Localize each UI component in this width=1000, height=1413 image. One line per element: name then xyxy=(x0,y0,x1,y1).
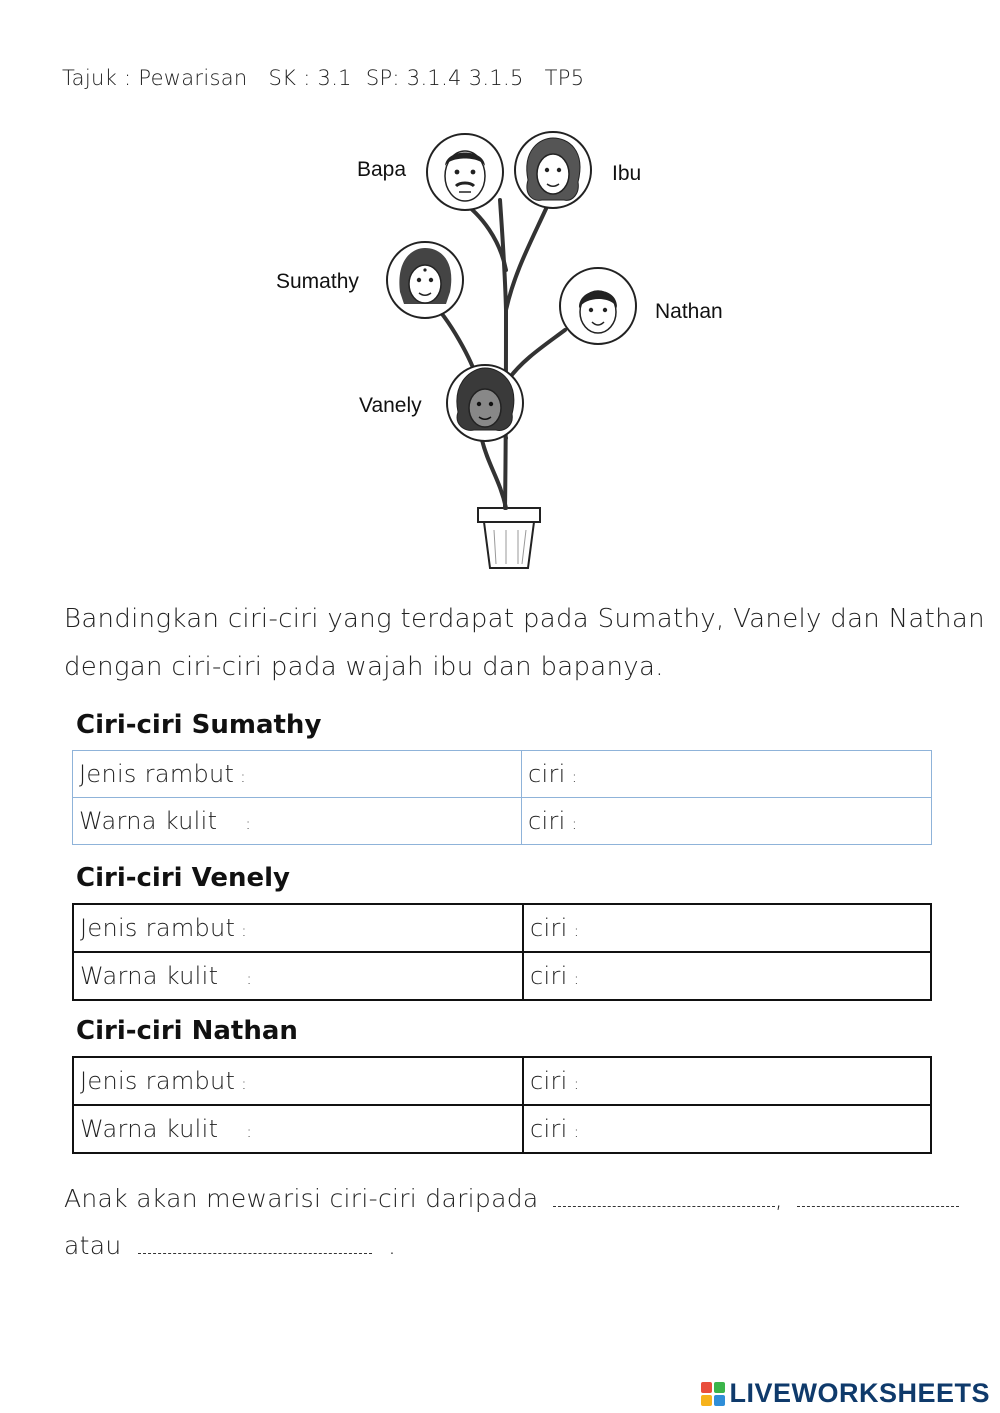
colon-label: : xyxy=(573,1122,580,1141)
colon-label: : xyxy=(246,969,253,988)
conclusion-comma: , xyxy=(774,1184,783,1213)
trait-answer-cell[interactable] xyxy=(523,1057,931,1105)
skin-color-cell[interactable] xyxy=(73,798,522,845)
traits-table-sumathy xyxy=(72,750,932,845)
colon-label: : xyxy=(240,767,246,786)
trait-label: ciri xyxy=(530,1115,568,1143)
trait-label: ciri xyxy=(530,962,568,990)
table-row xyxy=(73,751,932,798)
colon-label: : xyxy=(245,814,252,833)
flower-pot-icon xyxy=(478,508,540,568)
trait-label: ciri xyxy=(530,1067,568,1095)
answer-blank-3[interactable] xyxy=(138,1235,372,1254)
colon-label: : xyxy=(573,921,580,940)
skin-color-label: Warna kulit xyxy=(80,962,219,990)
ibu-label: Ibu xyxy=(612,162,642,185)
ibu-portrait xyxy=(515,132,591,208)
section-title-venely: Ciri-ciri Venely xyxy=(76,863,290,893)
header-sk: SK : 3.1 xyxy=(268,66,352,90)
table-row xyxy=(73,952,931,1000)
trait-answer-cell[interactable] xyxy=(523,904,931,952)
brand-name: LIVEWORKSHEETS xyxy=(729,1378,990,1408)
instruction-line-1: Bandingkan ciri-ciri yang terdapat pada Sumathy, Vanely dan Nathan xyxy=(64,604,985,634)
colon-label: : xyxy=(241,1074,247,1093)
sumathy-label: Sumathy xyxy=(276,270,359,293)
logo-tile-yellow xyxy=(701,1395,712,1406)
hair-type-label: Jenis rambut xyxy=(80,1067,236,1095)
logo-tile-red xyxy=(701,1382,712,1393)
nathan-portrait xyxy=(560,268,636,344)
nathan-label: Nathan xyxy=(655,300,723,323)
colon-label: : xyxy=(573,969,580,988)
worksheet-header xyxy=(62,66,598,90)
hair-type-cell[interactable] xyxy=(73,904,523,952)
hair-type-cell[interactable] xyxy=(73,751,522,798)
bapa-label: Bapa xyxy=(357,158,407,181)
logo-tile-blue xyxy=(714,1395,725,1406)
colon-label: : xyxy=(571,767,578,786)
answer-blank-1[interactable] xyxy=(553,1188,775,1207)
table-row xyxy=(73,1057,931,1105)
header-sp: SP: 3.1.4 3.1.5 xyxy=(365,66,524,90)
trait-answer-cell[interactable] xyxy=(523,1105,931,1153)
table-row xyxy=(73,1105,931,1153)
trait-label: ciri xyxy=(528,760,566,788)
liveworksheets-brand xyxy=(701,1378,990,1409)
colon-label: : xyxy=(571,814,578,833)
instruction-line-2: dengan ciri-ciri pada wajah ibu dan bapanya. xyxy=(64,652,664,682)
conclusion-line-2 xyxy=(64,1231,396,1260)
answer-blank-2[interactable] xyxy=(797,1188,959,1207)
skin-color-label: Warna kulit xyxy=(80,1115,219,1143)
traits-table-venely xyxy=(72,903,932,1001)
table-row xyxy=(73,798,932,845)
conclusion-text-1: Anak akan mewarisi ciri-ciri daripada xyxy=(64,1184,539,1213)
section-title-nathan: Ciri-ciri Nathan xyxy=(76,1016,298,1046)
hair-type-cell[interactable] xyxy=(73,1057,523,1105)
traits-table-nathan xyxy=(72,1056,932,1154)
bapa-portrait xyxy=(427,134,503,210)
trait-answer-cell[interactable] xyxy=(523,952,931,1000)
hair-type-label: Jenis rambut xyxy=(79,760,235,788)
colon-label: : xyxy=(573,1074,580,1093)
vanely-portrait xyxy=(447,365,523,441)
table-row xyxy=(73,904,931,952)
trait-answer-cell[interactable] xyxy=(522,798,932,845)
skin-color-cell[interactable] xyxy=(73,1105,523,1153)
trait-label: ciri xyxy=(530,914,568,942)
hair-type-label: Jenis rambut xyxy=(80,914,236,942)
skin-color-label: Warna kulit xyxy=(79,807,218,835)
conclusion-period: . xyxy=(388,1231,397,1260)
trait-label: ciri xyxy=(528,807,566,835)
tree-branches xyxy=(430,200,565,508)
colon-label: : xyxy=(246,1122,253,1141)
header-tajuk: Tajuk : Pewarisan xyxy=(62,66,248,90)
section-title-sumathy: Ciri-ciri Sumathy xyxy=(76,710,322,740)
sumathy-portrait xyxy=(387,242,463,318)
header-tp: TP5 xyxy=(544,66,585,90)
family-tree-illustration xyxy=(260,120,760,580)
liveworksheets-logo-icon xyxy=(701,1382,725,1406)
conclusion-text-2: atau xyxy=(64,1231,122,1260)
trait-answer-cell[interactable] xyxy=(522,751,932,798)
logo-tile-green xyxy=(714,1382,725,1393)
vanely-label: Vanely xyxy=(359,394,422,417)
conclusion-line-1 xyxy=(64,1184,959,1213)
skin-color-cell[interactable] xyxy=(73,952,523,1000)
colon-label: : xyxy=(241,921,247,940)
